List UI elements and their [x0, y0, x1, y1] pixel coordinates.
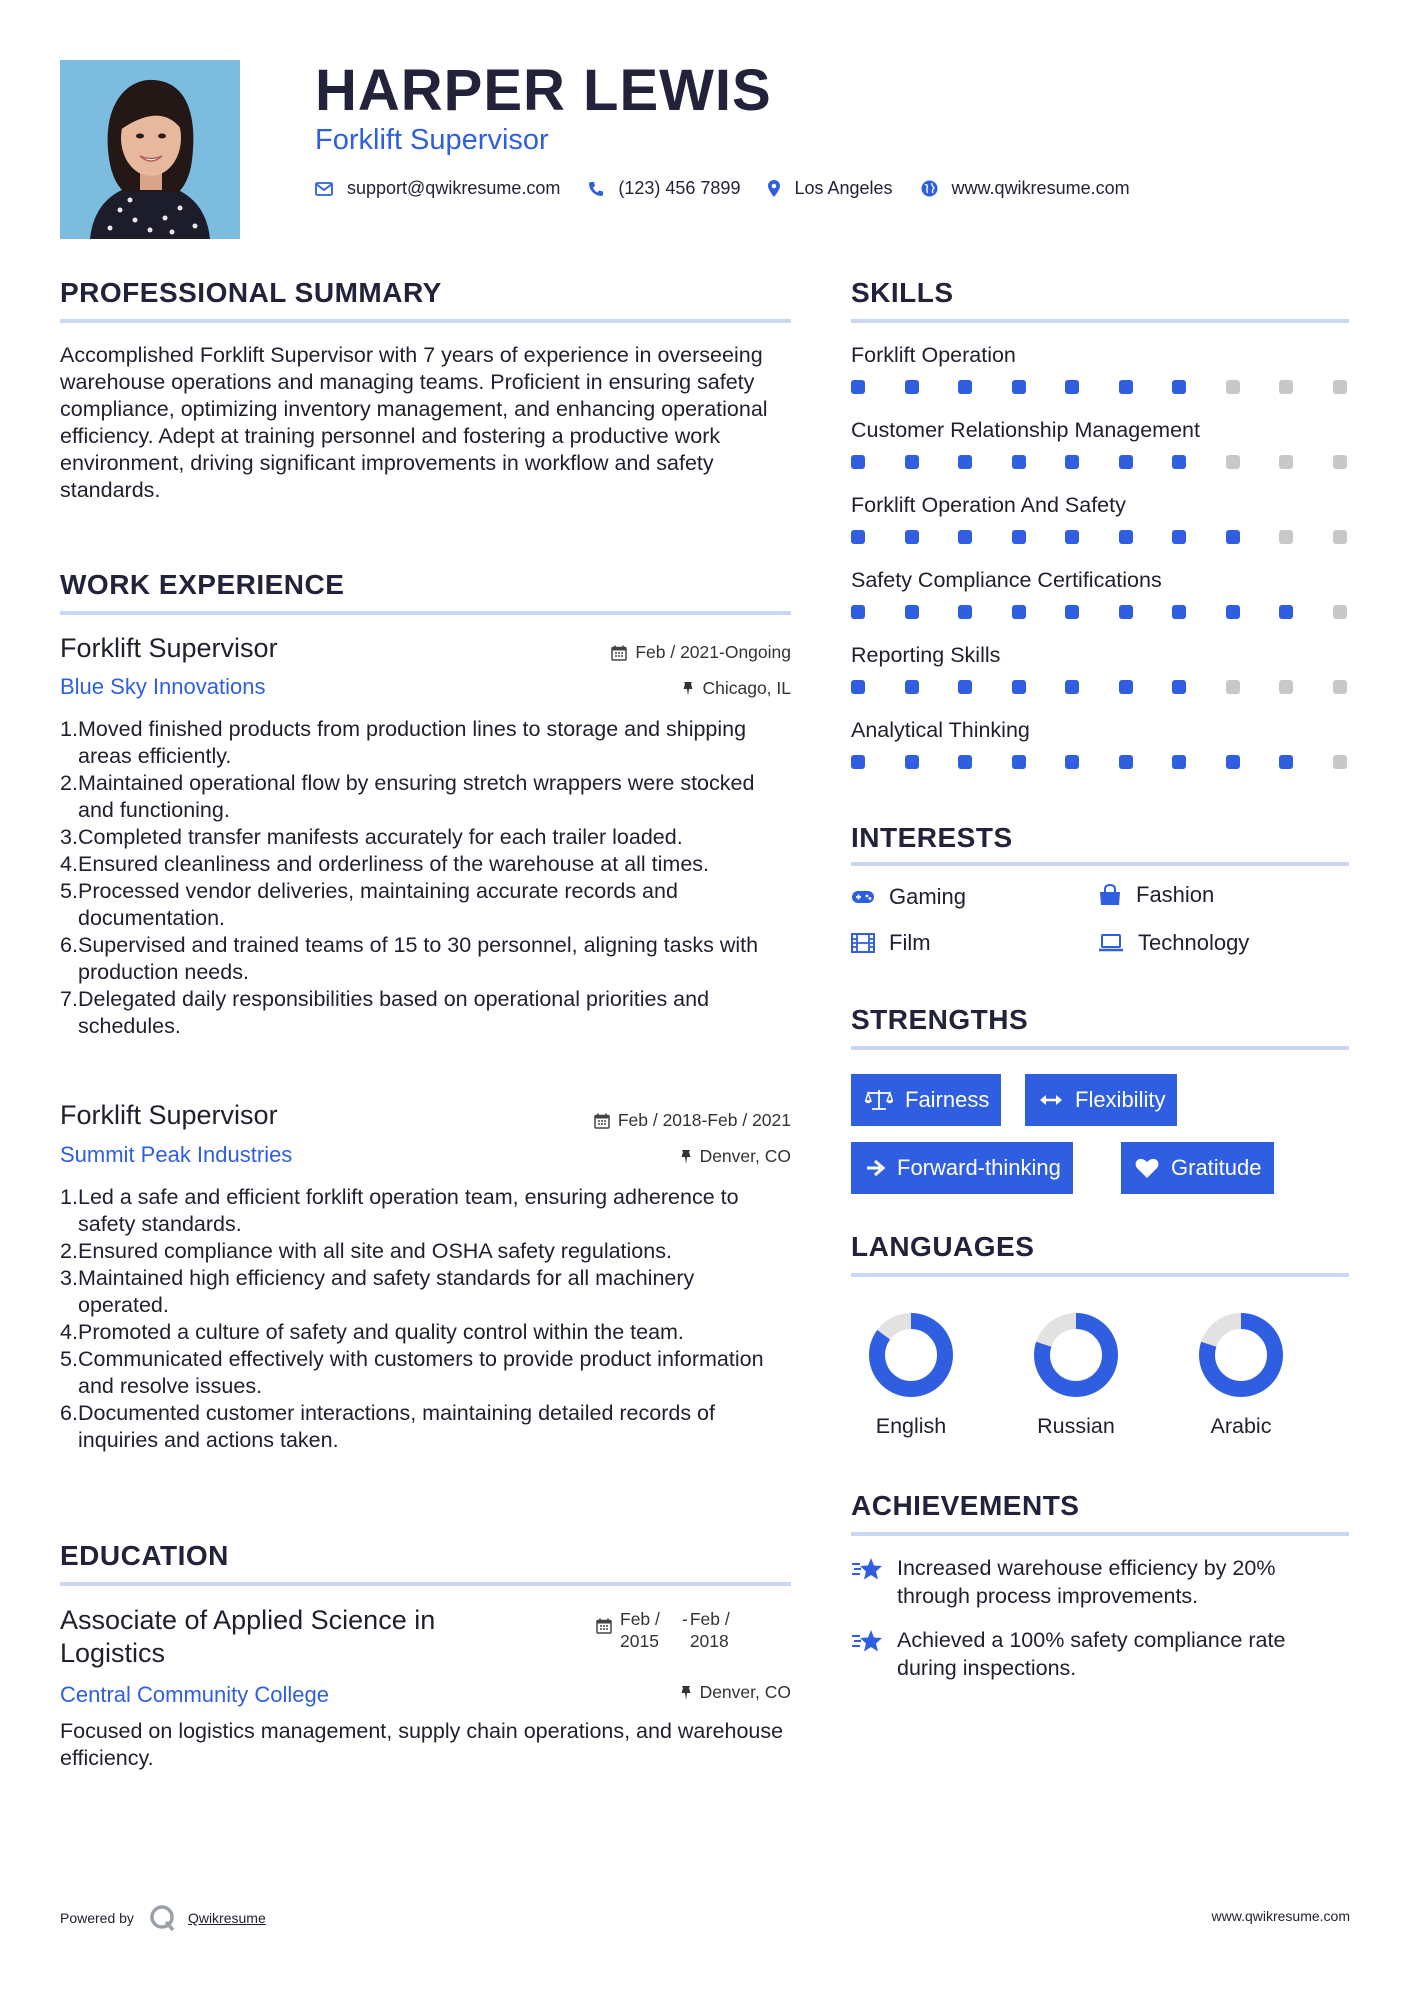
skill-dot-empty — [1279, 680, 1293, 694]
skill-level — [851, 380, 1347, 394]
languages-divider — [851, 1273, 1349, 1277]
job-2-location-text: Denver, CO — [699, 1146, 791, 1166]
skill-dot-empty — [1279, 380, 1293, 394]
job-1-role: Forklift Supervisor — [60, 633, 278, 663]
list-item: Communicated effectively with customers to provide product information and resolve issues. — [78, 1347, 764, 1398]
education-end: Feb / 2018 — [689, 1609, 730, 1651]
skill-dot-filled — [1279, 605, 1293, 619]
skill-level — [851, 605, 1347, 619]
skill-dot-filled — [1065, 755, 1079, 769]
star-badge-icon — [851, 1556, 885, 1582]
skill-dot-filled — [1119, 680, 1133, 694]
strength-gratitude — [1121, 1142, 1274, 1194]
list-item: Ensured compliance with all site and OSHA safety regulations. — [78, 1239, 672, 1263]
candidate-title: Forklift Supervisor — [315, 124, 549, 156]
contact-location-text: Los Angeles — [794, 178, 893, 198]
pin-icon — [680, 1685, 692, 1701]
skill-dot-filled — [1065, 605, 1079, 619]
skill-dot-filled — [905, 380, 919, 394]
phone-icon — [588, 181, 604, 197]
job-2-duties — [60, 1184, 791, 1454]
interests-heading: INTERESTS — [851, 822, 1013, 853]
list-item: Completed transfer manifests accurately for each trailer loaded. — [78, 825, 683, 849]
strength-fairness-label: Fairness — [905, 1087, 990, 1112]
strength-flexibility-label: Flexibility — [1075, 1087, 1166, 1112]
skill-row — [851, 568, 1349, 643]
skill-row — [851, 643, 1349, 718]
shopping-bag-icon — [1098, 884, 1122, 906]
skill-dot-filled — [905, 680, 919, 694]
calendar-icon — [611, 645, 627, 661]
skill-name: Forklift Operation — [851, 343, 1016, 367]
skill-dot-filled — [851, 755, 865, 769]
skill-dot-filled — [905, 755, 919, 769]
strength-forward-thinking-label: Forward-thinking — [897, 1155, 1061, 1180]
skill-row — [851, 343, 1349, 418]
skill-dot-filled — [1279, 755, 1293, 769]
skill-level — [851, 455, 1347, 469]
arrows-horizontal-icon — [1039, 1093, 1063, 1107]
skill-dot-filled — [958, 380, 972, 394]
interest-fashion-label: Fashion — [1136, 882, 1215, 907]
education-start: Feb / 2015 — [620, 1609, 660, 1651]
list-item: Processed vendor deliveries, maintaining accurate records and documentation. — [78, 879, 678, 930]
skill-dot-empty — [1279, 530, 1293, 544]
profile-photo — [60, 60, 240, 239]
date-separator: - — [682, 1609, 688, 1629]
skills-list — [851, 343, 1349, 793]
interest-gaming-label: Gaming — [889, 884, 967, 909]
achievements-divider — [851, 1532, 1349, 1536]
list-item: Maintained high efficiency and safety standards for all machinery operated. — [78, 1266, 695, 1317]
skill-row — [851, 418, 1349, 493]
skill-dot-filled — [1012, 605, 1026, 619]
interest-film-label: Film — [889, 930, 931, 955]
experience-divider — [60, 611, 791, 615]
skill-name: Customer Relationship Management — [851, 418, 1200, 442]
achievements-list — [851, 1554, 1349, 1682]
list-item: Documented customer interactions, maintaining detailed records of inquiries and actions taken. — [78, 1401, 715, 1452]
skill-level — [851, 680, 1347, 694]
skill-dot-filled — [958, 755, 972, 769]
skill-dot-filled — [958, 455, 972, 469]
list-item: Ensured cleanliness and orderliness of the warehouse at all times. — [78, 852, 710, 876]
skill-dot-empty — [1333, 755, 1347, 769]
contact-bar — [315, 178, 1158, 199]
calendar-icon — [596, 1618, 612, 1634]
skill-name: Forklift Operation And Safety — [851, 493, 1126, 517]
education-location — [680, 1682, 791, 1703]
brand-link[interactable]: Qwikresume — [187, 1910, 266, 1926]
list-item: Promoted a culture of safety and quality control within the team. — [78, 1320, 684, 1344]
skill-dot-filled — [851, 455, 865, 469]
skill-level — [851, 755, 1347, 769]
skill-dot-filled — [905, 605, 919, 619]
summary-text: Accomplished Forklift Supervisor with 7 years of experience in overseeing warehouse operations and managing teams. Proficient in ensuring safety compliance, optimizing inventory management, and enhancing operational efficiency. Adept at training personnel and fostering a productive work environment, driving significant improvements in workflow and safety standards. — [60, 343, 768, 502]
skill-dot-empty — [1226, 380, 1240, 394]
skill-dot-filled — [1119, 605, 1133, 619]
contact-website[interactable] — [921, 178, 1130, 199]
education-degree: Associate of Applied Science in Logistics — [60, 1605, 436, 1668]
language-name: English — [875, 1414, 947, 1438]
star-badge-icon — [851, 1628, 885, 1654]
skill-dot-filled — [1119, 530, 1133, 544]
skill-name: Reporting Skills — [851, 643, 1001, 667]
qwikresume-logo-icon — [148, 1903, 178, 1933]
skill-dot-filled — [1119, 455, 1133, 469]
language-name: Arabic — [1210, 1414, 1272, 1438]
achievement-text: Achieved a 100% safety compliance rate during inspections. — [897, 1628, 1286, 1680]
skill-dot-filled — [1012, 455, 1026, 469]
education-location-text: Denver, CO — [699, 1682, 791, 1702]
envelope-icon — [315, 182, 333, 196]
strength-fairness — [851, 1074, 1001, 1126]
achievement-text: Increased warehouse efficiency by 20% through process improvements. — [897, 1556, 1276, 1608]
skill-dot-filled — [1065, 530, 1079, 544]
skill-dot-filled — [1012, 530, 1026, 544]
job-1-dates-text: Feb / 2021-Ongoing — [635, 642, 791, 662]
skill-dot-filled — [1012, 755, 1026, 769]
skill-dot-empty — [1333, 455, 1347, 469]
job-2-company[interactable]: Summit Peak Industries — [60, 1142, 293, 1167]
job-1-company[interactable]: Blue Sky Innovations — [60, 674, 266, 699]
skill-dot-filled — [1012, 380, 1026, 394]
skill-name: Analytical Thinking — [851, 718, 1030, 742]
skill-dot-filled — [851, 380, 865, 394]
interest-film — [851, 930, 931, 956]
summary-divider — [60, 319, 791, 323]
skill-dot-filled — [1226, 530, 1240, 544]
skill-row — [851, 718, 1349, 793]
language-name: Russian — [1037, 1414, 1115, 1438]
skills-divider — [851, 319, 1349, 323]
skill-dot-filled — [905, 530, 919, 544]
skill-dot-filled — [1226, 605, 1240, 619]
skill-dot-filled — [1065, 380, 1079, 394]
interest-technology — [1098, 930, 1249, 956]
skill-name: Safety Compliance Certifications — [851, 568, 1162, 592]
strengths-divider — [851, 1046, 1349, 1050]
contact-location — [768, 178, 892, 199]
skill-dot-filled — [1172, 380, 1186, 394]
job-1-dates — [611, 642, 791, 663]
job-2-role: Forklift Supervisor — [60, 1100, 278, 1130]
skill-dot-filled — [1172, 680, 1186, 694]
skill-dot-filled — [958, 605, 972, 619]
skill-dot-filled — [958, 530, 972, 544]
contact-email[interactable] — [315, 178, 560, 199]
skill-dot-filled — [1119, 380, 1133, 394]
skill-dot-filled — [851, 680, 865, 694]
film-icon — [851, 933, 875, 953]
skills-heading: SKILLS — [851, 277, 954, 308]
calendar-icon — [594, 1113, 610, 1129]
experience-heading: WORK EXPERIENCE — [60, 569, 345, 600]
interest-gaming — [851, 884, 966, 910]
list-item: Delegated daily responsibilities based on operational priorities and schedules. — [78, 987, 710, 1038]
list-item: Supervised and trained teams of 15 to 30 personnel, aligning tasks with production needs. — [78, 933, 759, 984]
skill-dot-filled — [1065, 455, 1079, 469]
language-ring — [1196, 1310, 1286, 1400]
skill-dot-empty — [1279, 455, 1293, 469]
education-divider — [60, 1582, 791, 1586]
interest-fashion — [1098, 882, 1214, 908]
list-item: Maintained operational flow by ensuring stretch wrappers were stocked and functioning. — [78, 771, 755, 822]
strengths-heading: STRENGTHS — [851, 1004, 1029, 1035]
job-1-location — [682, 678, 791, 699]
summary-heading: PROFESSIONAL SUMMARY — [60, 277, 442, 308]
skill-dot-empty — [1333, 605, 1347, 619]
balance-scale-icon — [865, 1089, 893, 1111]
skill-dot-empty — [1333, 380, 1347, 394]
candidate-name: HARPER LEWIS — [315, 58, 772, 123]
list-item: Led a safe and efficient forklift operation team, ensuring adherence to safety standards. — [78, 1185, 739, 1236]
pin-icon — [682, 681, 694, 697]
strength-flexibility — [1025, 1074, 1177, 1126]
interests-divider — [851, 862, 1349, 866]
contact-website-text: www.qwikresume.com — [951, 178, 1130, 198]
contact-phone[interactable] — [588, 178, 740, 199]
map-marker-icon — [768, 180, 780, 197]
skill-dot-filled — [1172, 605, 1186, 619]
strength-forward-thinking — [851, 1142, 1073, 1194]
language-ring — [1031, 1310, 1121, 1400]
job-1-duties — [60, 716, 791, 1040]
contact-email-text: support@qwikresume.com — [347, 178, 561, 198]
education-description: Focused on logistics management, supply chain operations, and warehouse efficiency. — [60, 1719, 784, 1770]
footer-powered-by — [60, 1903, 266, 1933]
job-2-location — [680, 1146, 791, 1167]
education-school[interactable]: Central Community College — [60, 1682, 329, 1707]
skill-dot-empty — [1226, 455, 1240, 469]
skill-dot-empty — [1226, 680, 1240, 694]
arrow-right-icon — [865, 1159, 885, 1177]
strength-gratitude-label: Gratitude — [1171, 1155, 1262, 1180]
education-dates — [596, 1608, 740, 1652]
skill-dot-empty — [1333, 530, 1347, 544]
footer-website[interactable]: www.qwikresume.com — [1211, 1908, 1350, 1924]
job-2-dates-text: Feb / 2018-Feb / 2021 — [617, 1110, 791, 1130]
skill-dot-filled — [1172, 755, 1186, 769]
interest-technology-label: Technology — [1138, 930, 1250, 955]
heart-icon — [1135, 1158, 1159, 1179]
achievements-heading: ACHIEVEMENTS — [851, 1490, 1080, 1521]
language-ring — [866, 1310, 956, 1400]
achievement-item — [851, 1554, 1349, 1610]
skill-dot-filled — [851, 530, 865, 544]
skill-dot-filled — [1172, 530, 1186, 544]
list-item: Moved finished products from production lines to storage and shipping areas efficiently. — [78, 717, 747, 768]
job-2-dates — [594, 1110, 791, 1131]
globe-icon — [921, 180, 938, 197]
powered-by-label: Powered by — [60, 1910, 134, 1926]
skill-dot-filled — [1119, 755, 1133, 769]
skill-dot-filled — [851, 605, 865, 619]
pin-icon — [680, 1149, 692, 1165]
skill-dot-filled — [1012, 680, 1026, 694]
laptop-icon — [1098, 934, 1124, 952]
skill-dot-filled — [1065, 680, 1079, 694]
skill-level — [851, 530, 1347, 544]
skill-dot-filled — [1172, 455, 1186, 469]
skill-dot-empty — [1333, 680, 1347, 694]
skill-dot-filled — [1226, 755, 1240, 769]
job-1-location-text: Chicago, IL — [702, 678, 791, 698]
gamepad-icon — [851, 889, 875, 905]
education-heading: EDUCATION — [60, 1540, 229, 1571]
contact-phone-text: (123) 456 7899 — [618, 178, 741, 198]
achievement-item — [851, 1626, 1349, 1682]
skill-dot-filled — [905, 455, 919, 469]
skill-row — [851, 493, 1349, 568]
skill-dot-filled — [958, 680, 972, 694]
languages-heading: LANGUAGES — [851, 1231, 1035, 1262]
